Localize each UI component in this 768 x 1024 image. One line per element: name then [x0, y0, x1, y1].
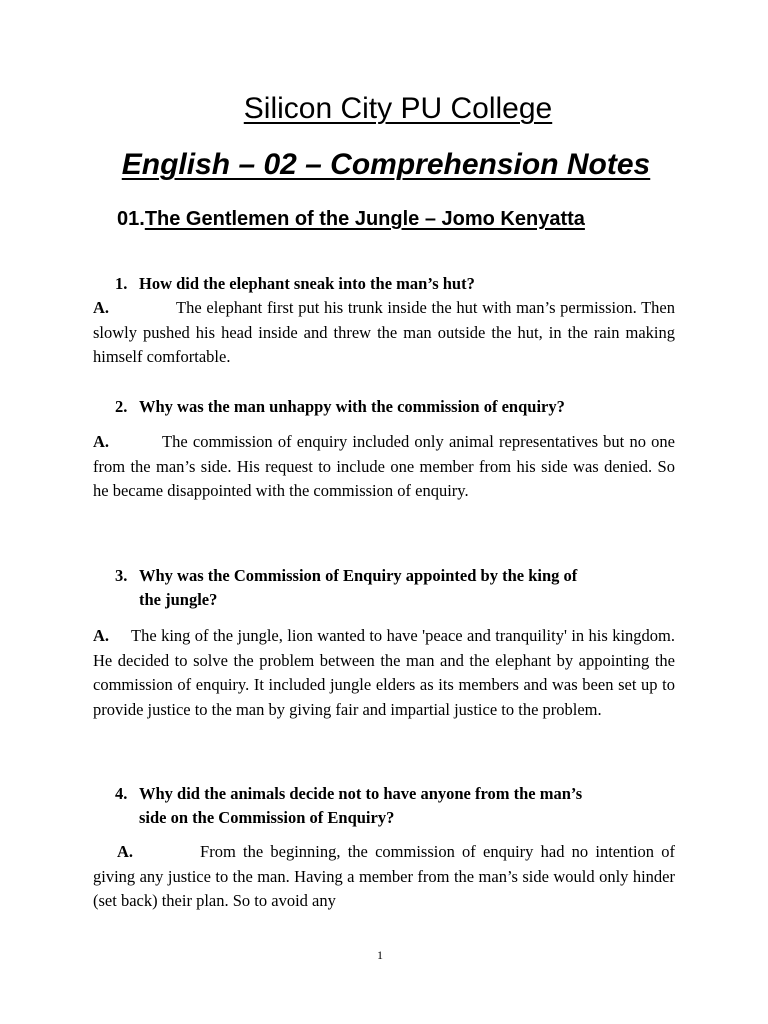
- question-text-line-1: Why did the animals decide not to have anyone from the man’s: [139, 784, 583, 803]
- page-number: 1: [377, 948, 383, 962]
- question-3: [115, 564, 675, 612]
- question-text: How did the elephant sneak into the man’s hut?: [139, 274, 475, 293]
- question-text-line-2: the jungle?: [139, 590, 218, 609]
- answer-4: [93, 840, 675, 914]
- answer-text: The commission of enquiry included only animal representatives but no one from the man’s side. His request to include one member from his side was denied. So he became disappointed with the commission of enquiry.: [93, 432, 675, 500]
- answer-text: From the beginning, the commission of enquiry had no intention of giving any justice to the man. Having a member from the man’s side would only hinder (set back) their plan. So to avoid any: [93, 842, 675, 910]
- answer-3: [93, 624, 675, 722]
- question-number: 2.: [115, 397, 128, 416]
- answer-label: A.: [93, 432, 110, 451]
- notes-subtitle: English – 02 – Comprehension Notes: [121, 148, 651, 181]
- question-2: [115, 395, 675, 419]
- answer-text: The elephant first put his trunk inside the hut with man’s permission. Then slowly pushed his head inside and threw the man outside the hut, in the rain making himself comfortable.: [93, 298, 675, 366]
- question-number: 4.: [115, 784, 128, 803]
- question-number: 3.: [115, 566, 128, 585]
- question-text-line-1: Why was the Commission of Enquiry appointed by the king of: [139, 566, 578, 585]
- chapter-title: The Gentlemen of the Jungle – Jomo Kenyatta: [144, 208, 585, 230]
- question-text-line-2: side on the Commission of Enquiry?: [139, 808, 395, 827]
- question-number: 1.: [115, 274, 128, 293]
- answer-label: A.: [93, 298, 110, 317]
- answer-2: [93, 430, 675, 504]
- answer-text: The king of the jungle, lion wanted to have 'peace and tranquility' in his kingdom. He decided to solve the problem between the man and the elephant by appointing the commission of enquiry. It included jungle elders as its members and was been set up to provide justice to the man by giving fair and impartial justice to the problem.: [93, 626, 675, 719]
- chapter-number: 01.: [117, 208, 145, 230]
- answer-label: A.: [93, 626, 110, 645]
- answer-1: [93, 296, 675, 370]
- question-1: [115, 272, 675, 296]
- question-4: [115, 782, 675, 830]
- college-title: Silicon City PU College: [243, 92, 553, 125]
- question-text: Why was the man unhappy with the commission of enquiry?: [139, 397, 565, 416]
- answer-label: A.: [117, 842, 134, 861]
- chapter-heading: [117, 208, 585, 231]
